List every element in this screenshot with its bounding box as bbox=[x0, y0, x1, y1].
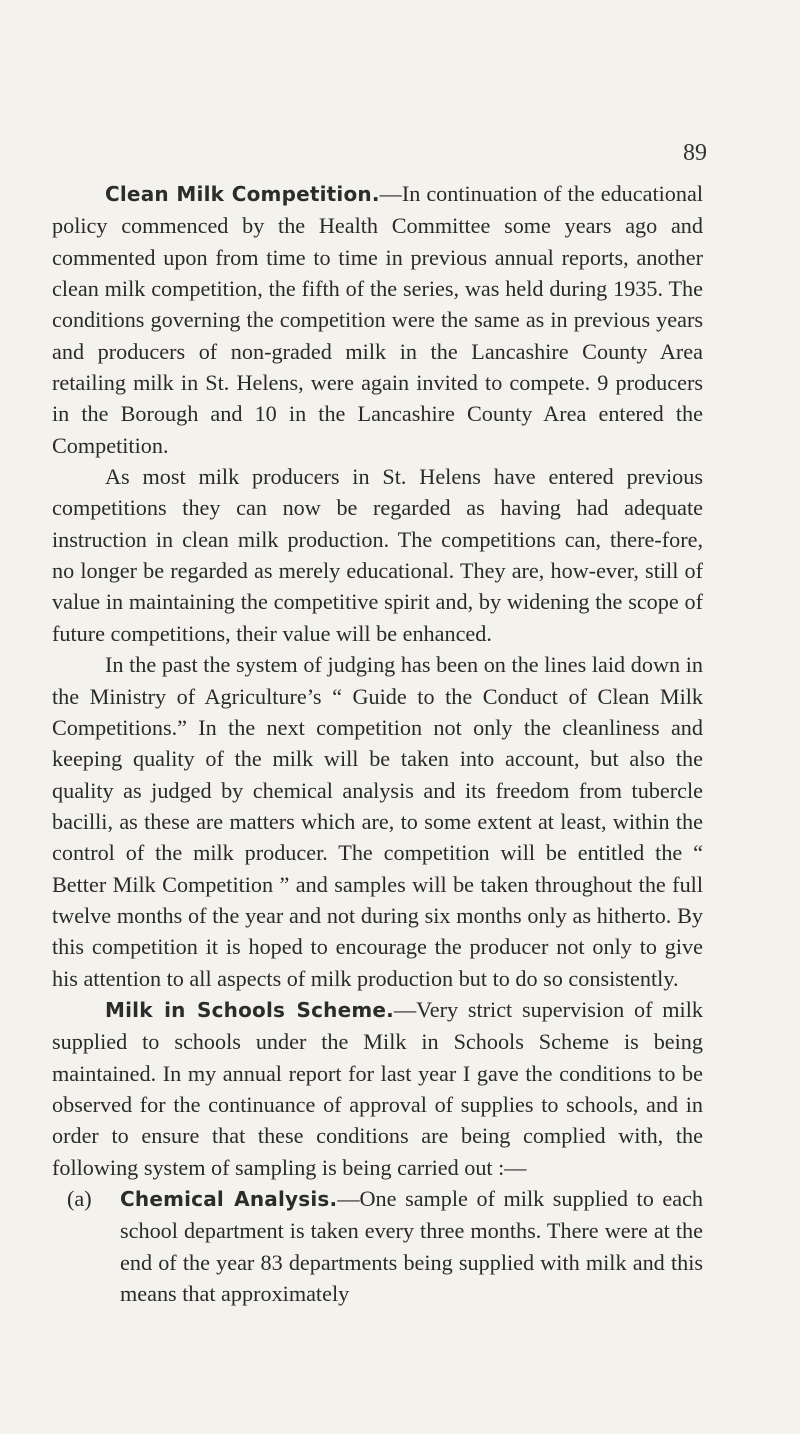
page-number: 89 bbox=[683, 140, 707, 166]
paragraph-text: —Very strict supervision of milk supplied to schools under the Milk in Schools Scheme is being maintained. In my annual report for last year I gave the conditions to be observed for the continuance of approval of supplies to schools, and in order to ensure that these conditions are being complied with, the following system of sampling is being carried out :— bbox=[52, 996, 703, 1180]
paragraph-text: In the past the system of judging has been on the lines laid down in the Ministry of Agriculture’s “ Guide to the Conduct of Clean Milk Competitions.” In the next competition not only the cleanliness and keeping quality of the milk will be taken into account, but also the quality as judged by chemical analysis and its freedom from tubercle bacilli, as these are matters which are, to some extent at least, within the control of the milk producer. The competition will be entitled the “ Better Milk Competition ” and samples will be taken throughout the full twelve months of the year and not during six months only as hitherto. By this competition it is hoped to encourage the producer not only to give his attention to all aspects of milk production but to do so consistently. bbox=[52, 652, 703, 991]
section-heading: Clean Milk Competition. bbox=[105, 182, 380, 206]
paragraph bbox=[52, 649, 703, 994]
paragraph-text: —In continuation of the educational policy commenced by the Health Committee some years ago and commented upon from time to time in previous annual reports, another clean milk competition, the fifth of the series, was held during 1935. The conditions governing the competition were the same as in previous years and producers of non-graded milk in the Lancashire County Area retailing milk in St. Helens, were again invited to compete. 9 producers in the Borough and 10 in the Lancashire County Area entered the Competition. bbox=[52, 181, 703, 458]
list-item-text: —One sample of milk supplied to each school department is taken every three months. There were at the end of the year 83 departments being supplied with milk and this means that approximately bbox=[120, 1186, 703, 1307]
body-text bbox=[52, 178, 703, 1309]
section-heading: Chemical Analysis. bbox=[120, 1187, 338, 1211]
paragraph bbox=[52, 461, 703, 649]
list-marker: (a) bbox=[67, 1186, 92, 1211]
paragraph-milk-in-schools bbox=[52, 994, 703, 1183]
paragraph-text: As most milk producers in St. Helens have entered previous competitions they can now be regarded as having had adequate instruction in clean milk production. The competitions can, there-fore, no longer be regarded as merely educational. They are, how-ever, still of value in maintaining the competitive spirit and, by widening the scope of future competitions, their value will be enhanced. bbox=[52, 464, 703, 646]
list-item bbox=[52, 1183, 703, 1309]
section-heading: Milk in Schools Scheme. bbox=[105, 997, 394, 1022]
paragraph-clean-milk-competition bbox=[52, 178, 703, 461]
